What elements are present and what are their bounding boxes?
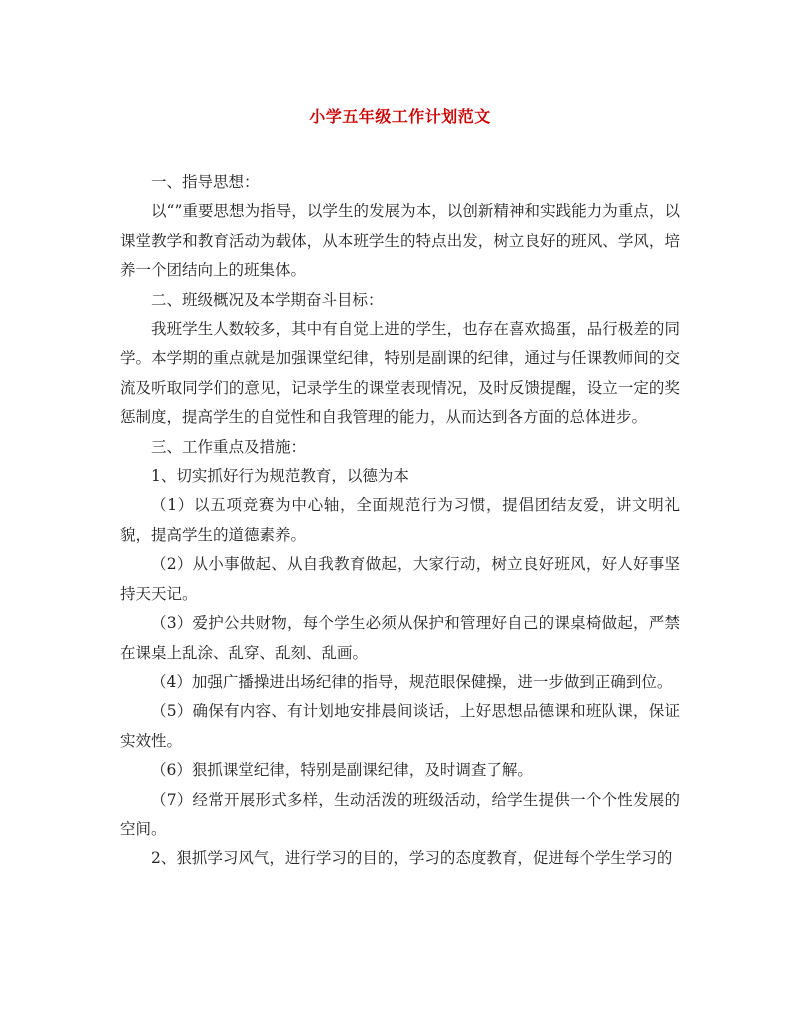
document-title: 小学五年级工作计划范文 xyxy=(309,107,491,126)
list-item: （5）确保有内容、有计划地安排晨间谈话，上好思想品德课和班队课，保证实效性。 xyxy=(120,702,680,750)
subsection-heading: 1、切实抓好行为规范教育，以德为本 xyxy=(151,467,409,486)
paragraph: 我班学生人数较多，其中有自觉上进的学生，也存在喜欢捣蛋，品行极差的同学。本学期的重点就是加强课堂纪律，特别是副课的纪律，通过与任课教师间的交流及听取同学们的意见，记录学生的课堂表现情况，及时反馈提醒，设立一定的奖惩制度，提高学生的自觉性和自我管理的能力，从而达到各方面的总体进步。 xyxy=(120,320,680,427)
list-item: （3）爱护公共财物，每个学生必须从保护和管理好自己的课桌椅做起，严禁在课桌上乱涂、乱穿、乱刻、乱画。 xyxy=(120,614,680,662)
document-body xyxy=(120,168,680,874)
section-heading-1: 一、指导思想： xyxy=(151,173,260,191)
list-item: （7）经常开展形式多样，生动活泼的班级活动，给学生提供一个个性发展的空间。 xyxy=(120,790,680,838)
list-item: （1）以五项竞赛为中心轴，全面规范行为习惯，提倡团结友爱，讲文明礼貌，提高学生的道德素养。 xyxy=(120,496,680,544)
subsection-heading: 2、狠抓学习风气，进行学习的目的，学习的态度教育，促进每个学生学习的 xyxy=(151,849,673,868)
section-heading-3: 三、工作重点及措施： xyxy=(151,437,307,456)
paragraph: 以“”重要思想为指导，以学生的发展为本，以创新精神和实践能力为重点，以课堂教学和教育活动为载体，从本班学生的特点出发，树立良好的班风、学风，培养一个团结向上的班集体。 xyxy=(120,202,680,280)
list-item: （2）从小事做起、从自我教育做起，大家行动，树立良好班风，好人好事坚持天天记。 xyxy=(120,555,680,603)
section-heading-2: 二、班级概况及本学期奋斗目标： xyxy=(151,290,384,309)
list-item: （6）狠抓课堂纪律，特别是副课纪律，及时调查了解。 xyxy=(151,761,533,780)
list-item: （4）加强广播操进出场纪律的指导，规范眼保健操，进一步做到正确到位。 xyxy=(151,672,673,691)
